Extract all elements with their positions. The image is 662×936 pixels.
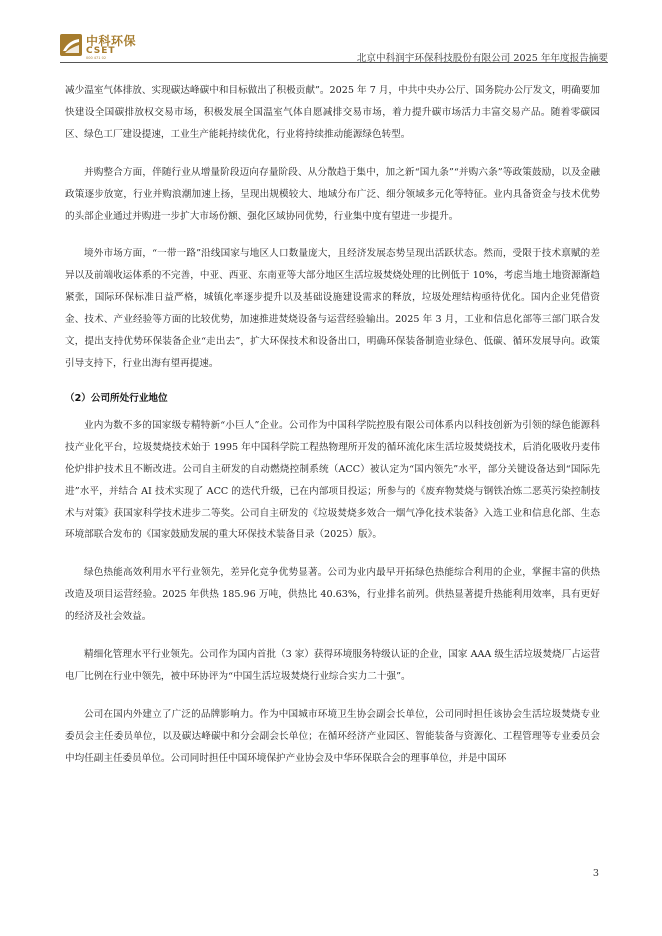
logo-subtext: 000 471 02 — [86, 56, 107, 60]
paragraph: 公司在国内外建立了广泛的品牌影响力。作为中国城市环境卫生协会副会长单位，公司同时担任该协会生活垃圾焚烧专业委员会主任委员单位，以及碳达峰碳中和分会副会长单位；在循环经济产业园区、智能装备与资源化、工程管理等专业委员会中均任副主任委员单位。公司同时担任中国环境保护产业协会及中华环保联合会的理事单位，并是中国环 — [65, 708, 600, 764]
company-logo — [60, 32, 180, 62]
paragraph: 境外市场方面，“一带一路”沿线国家与地区人口数量庞大，且经济发展态势呈现出活跃状态。然而，受限于技术禀赋的差异以及前端收运体系的不完善，中亚、西亚、东南亚等大部分地区生活垃圾焚烧处理的比例低于 10%，考虑当地土地资源渐趋紧张，国际环保标准日益严格，城镇化率逐步提升以及基础设施建设需求的释放，垃圾处理结构亟待优化。国内企业凭借资金、技术、产业经验等方面的比较优势，加速推进焚烧设备与运营经验输出。2025 年 3 月，工业和信息化部等三部门联合发文，提出支持优势环保装备企业“走出去”，扩大环保技术和设备出口，明确环保装备制造业绿色、低碳、循环发展导向。政策引导支持下，行业出海有望再提速。 — [65, 248, 600, 369]
paragraph: 业内为数不多的国家级专精特新“小巨人”企业。公司作为中国科学院控股有限公司体系内以科技创新为引领的绿色能源科技产业化平台，垃圾焚烧技术始于 1995 年中国科学院工程热物理所开发的循环流化床生活垃圾焚烧技术，后消化吸收丹麦伟伦炉排护技术且不断改进。公司自主研发的自动燃烧控制系统（ACC）被认定为“国内领先”水平，部分关键设备达到“国际先进”水平，并结合 AI 技术实现了 ACC 的迭代升级，已在内部项目投运；所参与的《废弃物焚烧与钢铁冶炼二恶英污染控制技术与对策》获国家科学技术进步二等奖。公司自主研发的《垃圾焚烧多效合一烟气净化技术装备》入选工业和信息化部、生态环境部联合发布的《国家鼓励发展的重大环保技术装备目录（2025）版》。 — [65, 419, 600, 541]
report-title: 北京中科润宇环保科技股份有限公司 2025 年年度报告摘要 — [356, 53, 608, 64]
paragraph: 减少温室气体排放、实现碳达峰碳中和目标做出了积极贡献”。2025 年 7 月，中共中央办公厅、国务院办公厅发文，明确要加快建设全国碳排放权交易市场，积极发展全国温室气体自愿减排交易市场，着力提升碳市场活力丰富交易产品。随着零碳园区、绿色工厂建设提速，工业生产能耗持续优化，行业将持续推动能源绿色转型。 — [65, 85, 600, 140]
paragraph: 并购整合方面，伴随行业从增量阶段迈向存量阶段、从分散趋于集中，加之新“国九条”“并购六条”等政策鼓励，以及金融政策逐步放宽，行业并购浪潮加速上扬，呈现出规模较大、地域分布广泛、细分领域多元化等特征。业内具备资金与技术优势的头部企业通过并购进一步扩大市场份额、强化区域协同优势，行业集中度有望进一步提升。 — [65, 166, 600, 222]
document-body — [65, 80, 600, 786]
paragraph: 绿色热能高效利用水平行业领先，差异化竞争优势显著。公司为业内最早开拓绿色热能综合利用的企业，掌握丰富的供热改造及项目运营经验。2025 年供热 185.96 万吨，供热比 40.63%，行业排名前列。供热显著提升热能利用效率，具有更好的经济及社会效益。 — [65, 567, 600, 623]
paragraph: 精细化管理水平行业领先。公司作为国内首批（3 家）获得环境服务特级认证的企业，国家 AAA 级生活垃圾焚烧厂占运营电厂比例在行业中领先，被中环协评为“中国生活垃圾焚烧行业综合实力二十强”。 — [65, 649, 600, 682]
page-header — [60, 32, 608, 62]
header-divider — [60, 62, 608, 63]
logo-chinese-name: 中科环保 — [86, 34, 137, 48]
logo-english-name: CSET — [86, 46, 116, 56]
section-heading: （2）公司所处行业地位 — [65, 392, 168, 404]
logo-mark-icon — [60, 34, 82, 56]
page-number: 3 — [592, 868, 599, 879]
